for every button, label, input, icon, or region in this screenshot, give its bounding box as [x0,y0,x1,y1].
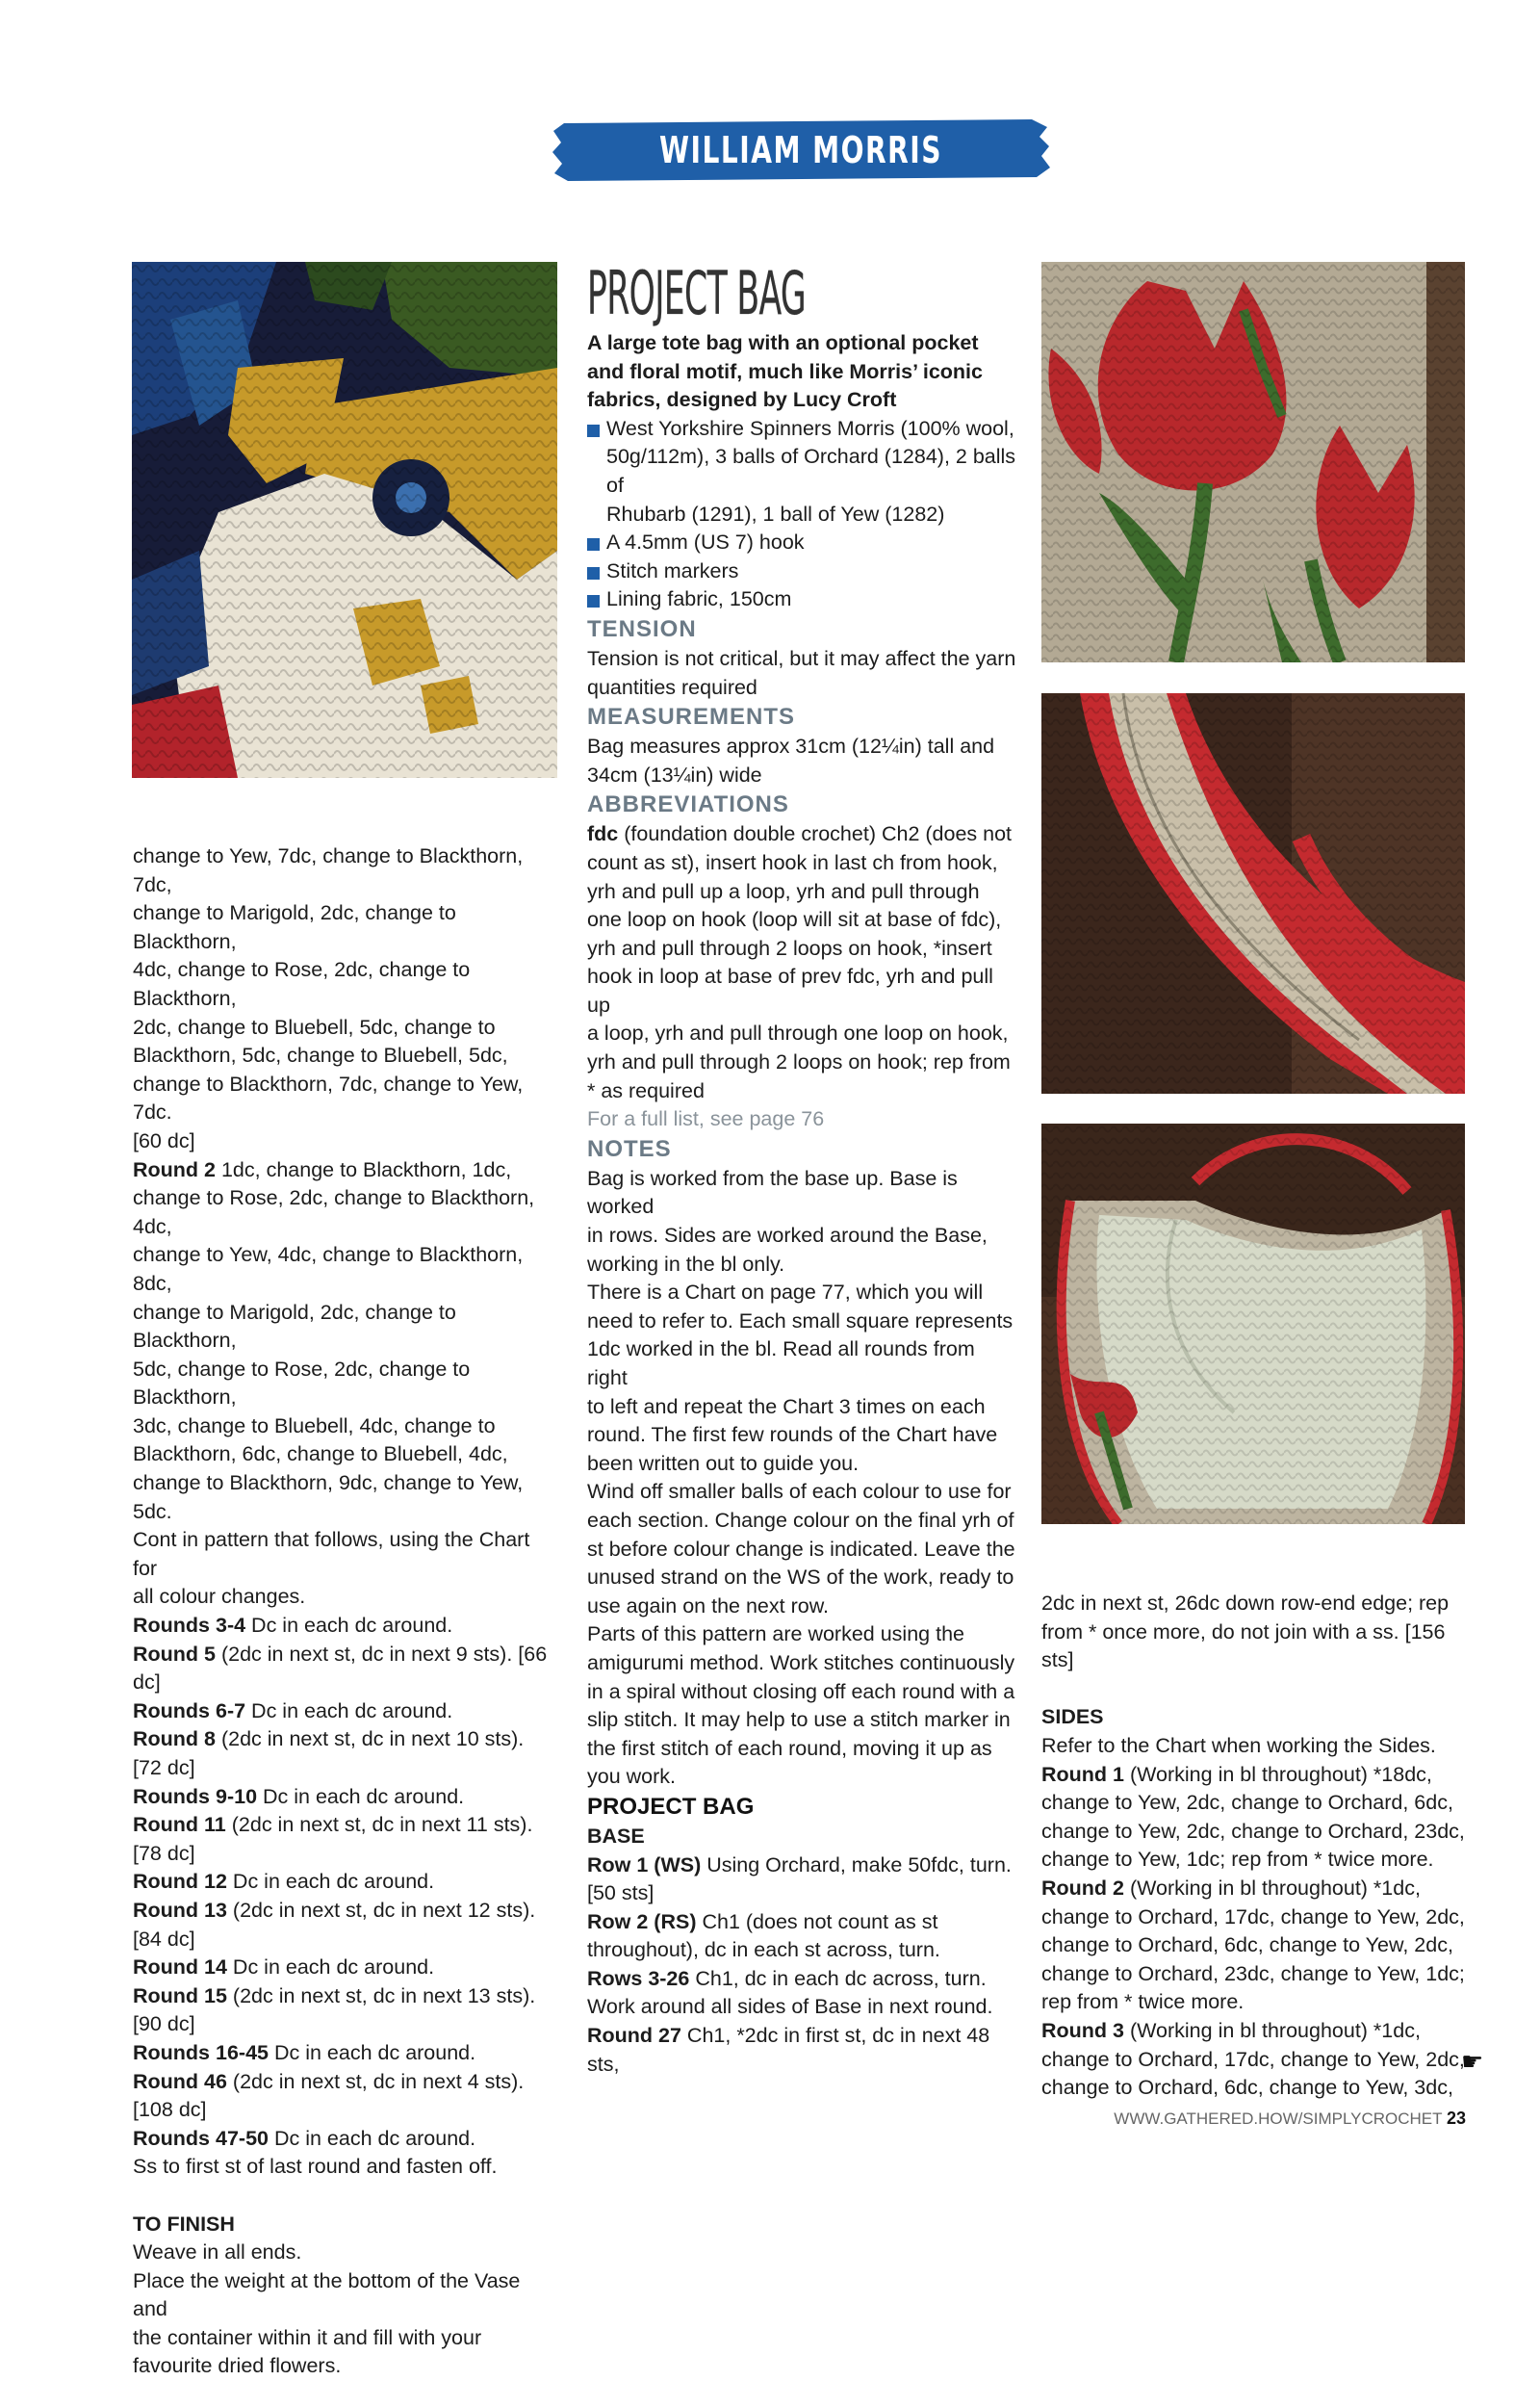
materials-list [587,415,1020,614]
pattern-line: Blackthorn, 5dc, change to Bluebell, 5dc, [133,1044,508,1068]
pattern-line: Rounds 9-10 Dc in each dc around. [133,1784,465,1808]
abbreviation-line: fdc (foundation double crochet) Ch2 (does not [587,822,1013,846]
pattern-line: Rounds 16-45 Dc in each dc around. [133,2040,476,2064]
banner-title: WILLIAM MORRIS COLLECTION [659,129,942,237]
notes-line: st before colour change is indicated. Leave the [587,1537,1015,1561]
pattern-line: change to Orchard, 17dc, change to Yew, 2dc, [1041,2047,1465,2071]
left-column [133,842,556,2381]
pattern-line: change to Yew, 4dc, change to Blackthorn, 8dc, [133,1243,524,1295]
bag-handle-photo [1041,693,1465,1094]
notes-line: working in the bl only. [587,1252,785,1276]
notes-line: slip stitch. It may help to use a stitch marker in [587,1708,1011,1732]
notes-line: amigurumi method. Work stitches continuously [587,1650,1015,1674]
pattern-line: change to Blackthorn, 9dc, change to Yew, 5dc. [133,1471,524,1523]
pattern-line: [50 sts] [587,1881,654,1905]
pattern-line: Round 15 (2dc in next st, dc in next 13 sts). [133,1983,536,2007]
pattern-line: Round 14 Dc in each dc around. [133,1955,435,1980]
pattern-line: 4dc, change to Rose, 2dc, change to Blackthorn, [133,958,471,1010]
abbreviation-line: count as st), insert hook in last ch from hook, [587,850,998,874]
materials-item: Stitch markers [587,557,1020,586]
notes-line: There is a Chart on page 77, which you will [587,1281,984,1305]
measurements-line: Bag measures approx 31cm (12¼in) tall and [587,735,995,759]
pattern-line: Round 2 1dc, change to Blackthorn, 1dc, [133,1157,512,1181]
pattern-line: 2dc in next st, 26dc down row-end edge; rep [1041,1592,1450,1615]
bullet-square-icon [587,425,600,437]
footer-url[interactable]: WWW.GATHERED.HOW/SIMPLYCROCHET [1114,2109,1443,2128]
pattern-line: all colour changes. [133,1585,306,1609]
pattern-line: [60 dc] [133,1128,195,1152]
pattern-line: 3dc, change to Bluebell, 4dc, change to [133,1413,496,1437]
pattern-line: change to Marigold, 2dc, change to Blackthorn, [133,1300,456,1353]
pattern-line: Cont in pattern that follows, using the Chart for [133,1528,530,1580]
tulip-motif-photo [1041,262,1465,662]
materials-item: A 4.5mm (US 7) hook [587,529,1020,557]
crochet-detail-photo [132,262,557,778]
pattern-line: Round 2 (Working in bl throughout) *1dc, [1041,1876,1421,1900]
notes-line: you work. [587,1765,677,1789]
notes-heading: NOTES [587,1135,672,1162]
abbreviation-line: * as required [587,1078,705,1102]
notes-line: been written out to guide you. [587,1451,860,1475]
notes-line: use again on the next row. [587,1593,830,1618]
pattern-line: Round 11 (2dc in next st, dc in next 11 sts). [133,1813,533,1837]
sides-heading: SIDES [1041,1705,1104,1729]
pattern-line: [72 dc] [133,1756,195,1779]
tension-line: quantities required [587,675,757,699]
bullet-square-icon [587,567,600,580]
to-finish-line: Weave in all ends. [133,2240,302,2265]
notes-line: Bag is worked from the base up. Base is worked [587,1166,958,1219]
pattern-line: Round 12 Dc in each dc around. [133,1870,435,1894]
pattern-line: [84 dc] [133,1927,195,1951]
pattern-line: change to Yew, 7dc, change to Blackthorn, 7dc, [133,844,524,896]
measurements-line: 34cm (13¼in) wide [587,763,762,787]
pattern-line: rep from * twice more. [1041,1990,1245,2014]
abbreviation-line: hook in loop at base of prev fdc, yrh and pull up [587,965,993,1017]
tension-line: Tension is not critical, but it may affect the yarn [587,646,1016,670]
pattern-line: [78 dc] [133,1841,195,1865]
pattern-line: change to Orchard, 6dc, change to Yew, 3dc, [1041,2076,1453,2100]
pattern-line: Rows 3-26 Ch1, dc in each dc across, turn. [587,1966,987,1990]
pattern-line: Round 27 Ch1, *2dc in first st, dc in next 48 sts, [587,2024,990,2076]
pattern-line: Work around all sides of Base in next round. [587,1995,993,2019]
pattern-heading: PROJECT BAG [587,1793,755,1820]
abbreviation-line: yrh and pull through 2 loops on hook, *insert [587,936,992,960]
notes-line: need to refer to. Each small square represents [587,1308,1014,1333]
notes-line: in rows. Sides are worked around the Base, [587,1224,988,1248]
notes-line: unused strand on the WS of the work, ready to [587,1566,1014,1590]
notes-line: to left and repeat the Chart 3 times on each [587,1394,986,1418]
pattern-line: 5dc, change to Rose, 2dc, change to Blackthorn, [133,1357,471,1410]
pattern-line: Ss to first st of last round and fasten off. [133,2155,498,2179]
pattern-line: 2dc, change to Bluebell, 5dc, change to [133,1015,496,1039]
to-finish-line: Place the weight at the bottom of the Vase and [133,2268,521,2321]
pattern-line: Round 8 (2dc in next st, dc in next 10 sts). [133,1727,525,1751]
pattern-line: change to Orchard, 23dc, change to Yew, 1dc; [1041,1961,1465,1985]
pattern-line: from * once more, do not join with a ss. [156 sts] [1041,1619,1446,1672]
pattern-line: change to Marigold, 2dc, change to Blackthorn, [133,901,456,953]
page-title: PROJECT BAG [587,258,807,328]
tension-heading: TENSION [587,615,697,642]
materials-item: West Yorkshire Spinners Morris (100% wool, 50g/112m), 3 balls of Orchard (1284), 2 balls of Rhubarb (1291), 1 ball of Yew (1282) [587,415,1020,529]
pattern-line: throughout), dc in each st across, turn. [587,1938,940,1962]
materials-item: Lining fabric, 150cm [587,585,1020,614]
page-footer [1059,2109,1466,2129]
notes-line: in a spiral without closing off each round with a [587,1679,1015,1703]
pattern-line: change to Orchard, 17dc, change to Yew, 2dc, [1041,1904,1465,1928]
pattern-line: Round 3 (Working in bl throughout) *1dc, [1041,2018,1421,2042]
notes-line: round. The first few rounds of the Chart have [587,1423,998,1447]
pattern-line: Rounds 47-50 Dc in each dc around. [133,2126,476,2150]
abbreviation-line: yrh and pull through 2 loops on hook; rep from [587,1050,1011,1074]
pattern-line: [108 dc] [133,2098,207,2122]
abbreviation-line: a loop, yrh and pull through one loop on hook, [587,1022,1009,1046]
pattern-line: Rounds 6-7 Dc in each dc around. [133,1698,453,1722]
pattern-line: change to Rose, 2dc, change to Blackthorn, 4dc, [133,1186,535,1238]
pattern-line: Blackthorn, 6dc, change to Bluebell, 4dc, [133,1442,508,1466]
bullet-square-icon [587,538,600,551]
abbreviation-line: yrh and pull up a loop, yrh and pull through [587,879,980,903]
pattern-line: Rounds 3-4 Dc in each dc around. [133,1614,453,1638]
pointing-hand-icon: ☛ [1461,2047,1484,2076]
to-finish-heading: TO FINISH [133,2212,235,2236]
full-list-link[interactable]: For a full list, see page 76 [587,1107,825,1131]
pattern-line: Refer to the Chart when working the Sides. [1041,1733,1436,1757]
abbreviations-heading: ABBREVIATIONS [587,791,789,818]
notes-line: Wind off smaller balls of each colour to use for [587,1480,1012,1504]
bullet-square-icon [587,595,600,608]
notes-line: the first stitch of each round, moving it up as [587,1736,992,1760]
pattern-line: Round 5 (2dc in next st, dc in next 9 sts). [66 dc] [133,1642,548,1695]
pattern-line: Row 1 (WS) Using Orchard, make 50fdc, turn. [587,1852,1012,1876]
pattern-line: Round 13 (2dc in next st, dc in next 12 sts). [133,1898,536,1922]
pattern-line: Row 2 (RS) Ch1 (does not count as st [587,1909,938,1933]
page-number: 23 [1446,2109,1466,2128]
pattern-line: change to Yew, 1dc; rep from * twice more. [1041,1848,1434,1872]
pattern-line: change to Yew, 2dc, change to Orchard, 6dc, [1041,1791,1453,1815]
abbreviation-line: one loop on hook (loop will sit at base of fdc), [587,908,1002,932]
notes-line: Parts of this pattern are worked using the [587,1622,964,1646]
intro-text: A large tote bag with an optional pocket and floral motif, much like Morris’ iconic fabrics, designed by Lucy Croft [587,331,983,412]
pattern-line: Round 46 (2dc in next st, dc in next 4 sts). [133,2069,525,2093]
section-banner [551,117,1051,237]
base-heading: BASE [587,1824,645,1848]
to-finish-line: the container within it and fill with your [133,2325,482,2349]
right-column [1041,1590,1475,2103]
pattern-line: Round 1 (Working in bl throughout) *18dc, [1041,1762,1432,1786]
pattern-line: change to Blackthorn, 7dc, change to Yew, 7dc. [133,1072,524,1125]
pattern-line: change to Yew, 2dc, change to Orchard, 23dc, [1041,1819,1465,1843]
measurements-heading: MEASUREMENTS [587,704,796,731]
open-bag-photo [1041,1124,1465,1524]
notes-line: 1dc worked in the bl. Read all rounds from right [587,1337,975,1389]
to-finish-line: favourite dried flowers. [133,2354,342,2378]
middle-column [587,258,1020,2079]
pattern-line: [90 dc] [133,2012,195,2036]
pattern-line: change to Orchard, 6dc, change to Yew, 2dc, [1041,1933,1453,1957]
notes-line: each section. Change colour on the final yrh of [587,1508,1014,1532]
